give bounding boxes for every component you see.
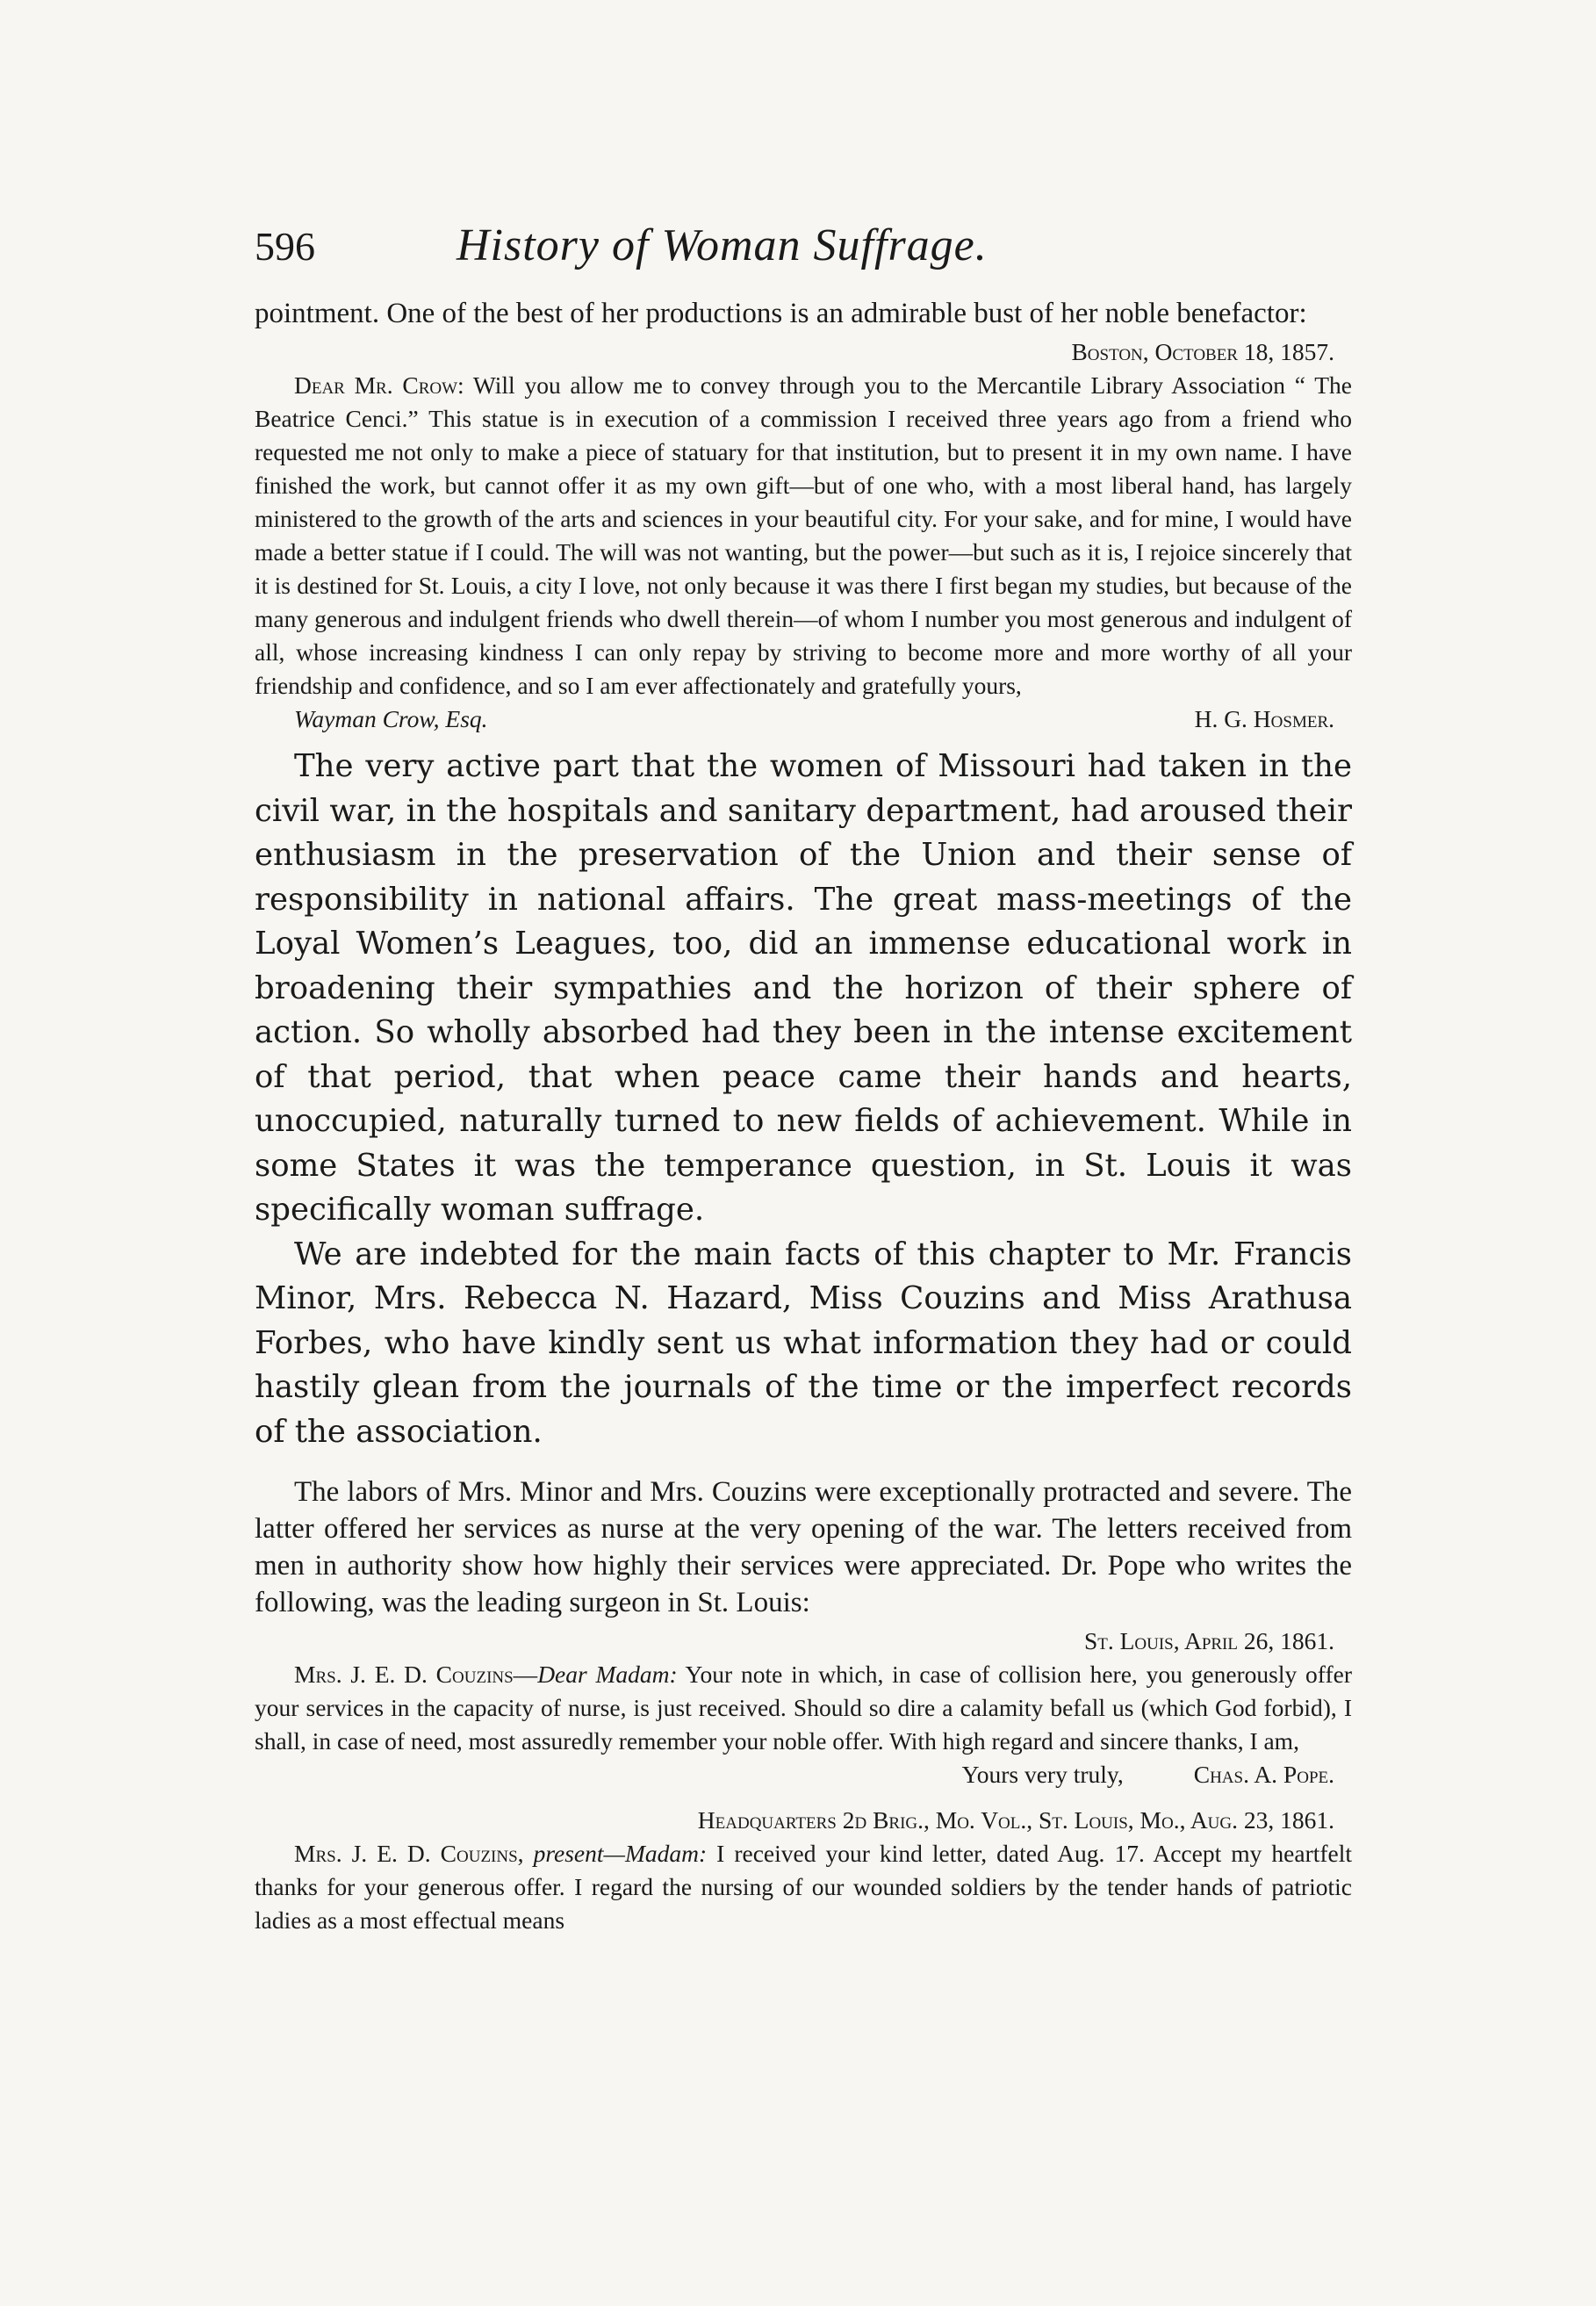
page-number: 596 xyxy=(255,224,315,269)
letter-text: Will you allow me to convey through you to the Mercantile Library Association “ The Beatrice Cenci.” This statue is in execution of a commission I received three years ago from a friend who requested me not only to make a piece of statuary for that institution, but to present it in my own name. I have finished the work, but cannot offer it as my own gift—but of one who, with a most liberal hand, has largely ministered to the growth of the arts and sciences in your beautiful city. For your sake, and for mine, I would have made a better statue if I could. The will was not wanting, but the power—but such as it is, I rejoice sincerely that it is destined for St. Louis, a city I love, not only because it was there I first began my studies, but because of the many generous and indulgent friends who dwell therein—of whom I number you most generous and indulgent of all, whose increasing kindness I can only repay by striving to become more and more worthy of all your friendship and confidence, and so I am ever affectionately and gratefully yours, xyxy=(255,371,1352,699)
paragraph-acknowledgment: We are indebted for the main facts of this chapter to Mr. Francis Minor, Mrs. Rebecca N. Hazard, Miss Couzins and Miss Arathusa Forbes, who have kindly sent us what information they had or could hastily glean from the journals of the time or the imperfect records of the association. xyxy=(255,1236,1352,1450)
letter-dateline: Boston, October 18, 1857. xyxy=(1071,338,1334,365)
letter-salutation: Dear Mr. Crow: xyxy=(294,371,464,399)
letter-text: Your note in which, in case of collision here, you generously offer your services in the capacity of nurse, is just received. Should so dire a calamity befall us (which God forbid), I shall, in case of need, most assuredly remember your noble offer. With high regard and sincere thanks, I am, xyxy=(255,1661,1352,1755)
letter-body xyxy=(255,369,1352,703)
page-header xyxy=(255,220,1352,290)
book-page xyxy=(255,220,1352,1937)
letter-closing: Yours very truly, xyxy=(961,1761,1124,1788)
paragraph-labors: The labors of Mrs. Minor and Mrs. Couzins were exceptionally protracted and severe. The latter offered her services as nurse at the very opening of the war. The letters received from men in authority show how highly their services were appreciated. Dr. Pope who writes the following, was the leading surgeon in St. Louis: xyxy=(255,1476,1352,1618)
letter-hosmer xyxy=(255,335,1352,736)
paragraph-civil-war: The very active part that the women of Missouri had taken in the civil war, in the hospitals and sanitary department, had aroused their enthusiasm in the preservation of the Union and their sense of responsibility in national affairs. The great mass-meetings of the Loyal Women’s Leagues, too, did an immense educational work in broadening their sympathies and the horizon of their sphere of action. So wholly absorbed had they been in the intense excitement of that period, that when peace came their hands and hearts, unoccupied, naturally turned to new fields of achievement. While in some States it was the temperance question, in St. Louis it was specifically woman suffrage. xyxy=(255,748,1352,1228)
letter-body xyxy=(255,1658,1352,1758)
letter-signature: Chas. A. Pope. xyxy=(1193,1761,1334,1788)
running-title: History of Woman Suffrage. xyxy=(457,220,988,270)
letter-salutation-name: Mrs. J. E. D. Couzins— xyxy=(294,1661,538,1688)
letter-text: I received your kind letter, dated Aug. 17. Accept my heartfelt thanks for your generous offer. I regard the nursing of our wounded soldiers by the tender hands of patriotic ladies as a most effectual means xyxy=(255,1840,1353,1934)
letter-signoff xyxy=(255,703,1352,736)
letter-signature: H. G. Hosmer. xyxy=(1194,705,1334,732)
letter-headquarters xyxy=(255,1804,1352,1937)
letter-signoff xyxy=(255,1758,1352,1791)
letter-body xyxy=(255,1837,1352,1937)
letter-dateline: Headquarters 2d Brig., Mo. Vol., St. Louis, Mo., Aug. 23, 1861. xyxy=(697,1806,1334,1834)
letter-salutation: Dear Madam: xyxy=(537,1661,678,1688)
letter-addressee: Wayman Crow, Esq. xyxy=(294,705,488,732)
intro-paragraph: pointment. One of the best of her productions is an admirable bust of her noble benefactor: xyxy=(255,298,1307,329)
letter-pope xyxy=(255,1625,1352,1791)
letter-salutation: present—Madam: xyxy=(533,1840,708,1867)
letter-salutation-name: Mrs. J. E. D. Couzins, xyxy=(294,1840,524,1867)
letter-dateline: St. Louis, April 26, 1861. xyxy=(1083,1627,1334,1654)
